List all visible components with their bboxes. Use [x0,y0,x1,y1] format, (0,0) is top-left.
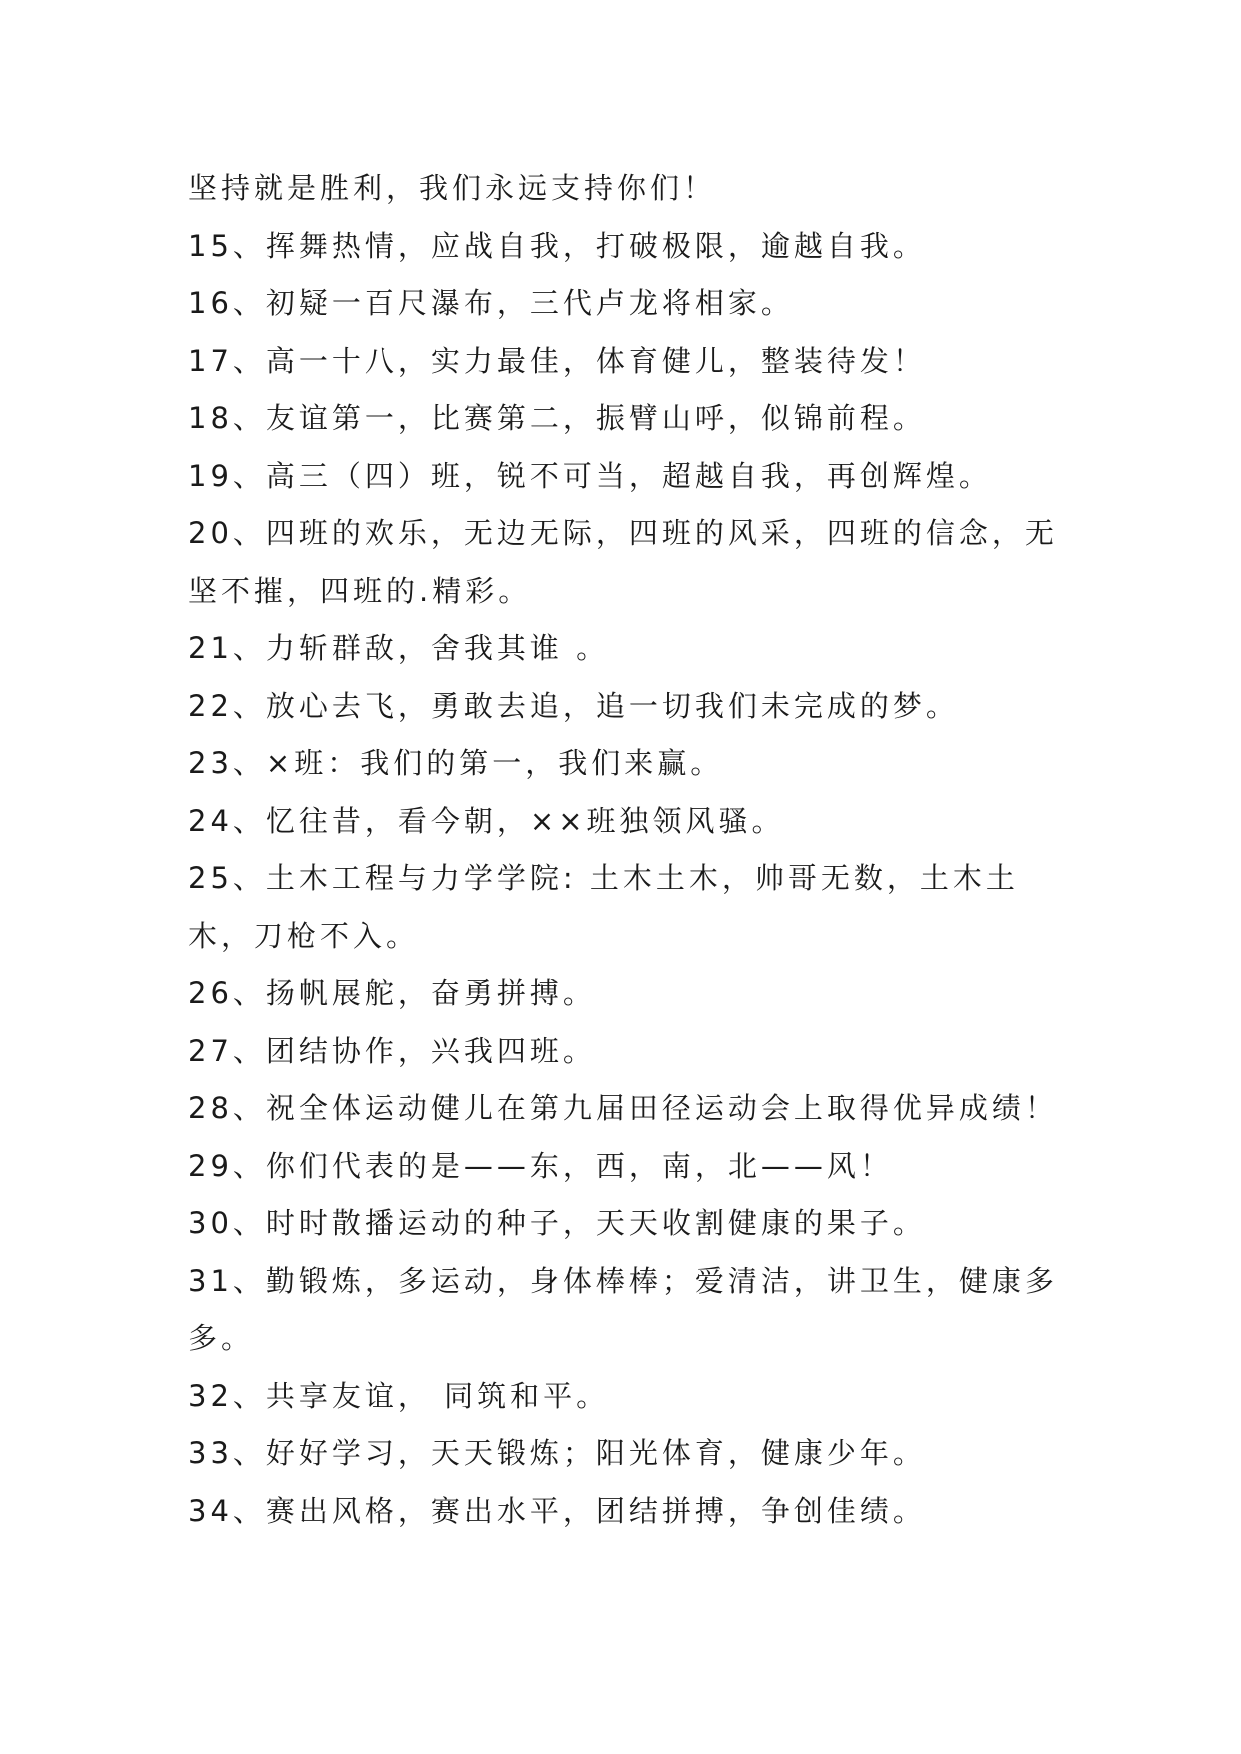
paragraph-31: 31、勤锻炼，多运动，身体棒棒；爱清洁，讲卫生，健康多多。 [188,1263,1058,1355]
paragraph-29: 29、你们代表的是——东，西，南，北——风！ [188,1148,893,1183]
paragraph-17: 17、高一十八，实力最佳，体育健儿，整装待发！ [188,343,926,378]
paragraph-26: 26、扬帆展舵，奋勇拼搏。 [188,976,596,1010]
paragraph-19: 19、高三（四）班，锐不可当，超越自我，再创辉煌。 [188,458,992,493]
paragraph-20: 20、四班的欢乐，无边无际，四班的风采，四班的信念，无坚不摧，四班的.精彩。 [188,516,1058,608]
paragraph-24: 24、忆往昔，看今朝，××班独领风骚。 [188,803,785,838]
paragraph-32: 32、共享友谊， 同筑和平。 [188,1378,610,1413]
paragraph-22: 22、放心去飞，勇敢去追，追一切我们未完成的梦。 [188,688,959,723]
paragraph-28: 28、祝全体运动健儿在第九届田径运动会上取得优异成绩！ [188,1091,1058,1125]
paragraph-18: 18、友谊第一，比赛第二，振臂山呼，似锦前程。 [188,401,926,435]
paragraph-25: 25、土木工程与力学学院: 土木土木，帅哥无数，土木土木，刀枪不入。 [188,861,1019,953]
paragraph-27: 27、团结协作，兴我四班。 [188,1033,596,1068]
paragraph-16: 16、初疑一百尺瀑布，三代卢龙将相家。 [188,286,794,320]
document-body [188,160,1068,1540]
paragraph-15: 15、挥舞热情，应战自我，打破极限，逾越自我。 [188,228,926,263]
paragraph-23: 23、×班：我们的第一，我们来赢。 [188,746,724,780]
paragraph-21: 21、力斩群敌，舍我其谁 。 [188,631,610,665]
paragraph-33: 33、好好学习，天天锻炼；阳光体育，健康少年。 [188,1436,926,1470]
paragraph-34: 34、赛出风格，赛出水平，团结拼搏，争创佳绩。 [188,1493,926,1528]
paragraph-30: 30、时时散播运动的种子，天天收割健康的果子。 [188,1206,926,1240]
paragraph-continuation: 坚持就是胜利，我们永远支持你们！ [188,171,717,205]
